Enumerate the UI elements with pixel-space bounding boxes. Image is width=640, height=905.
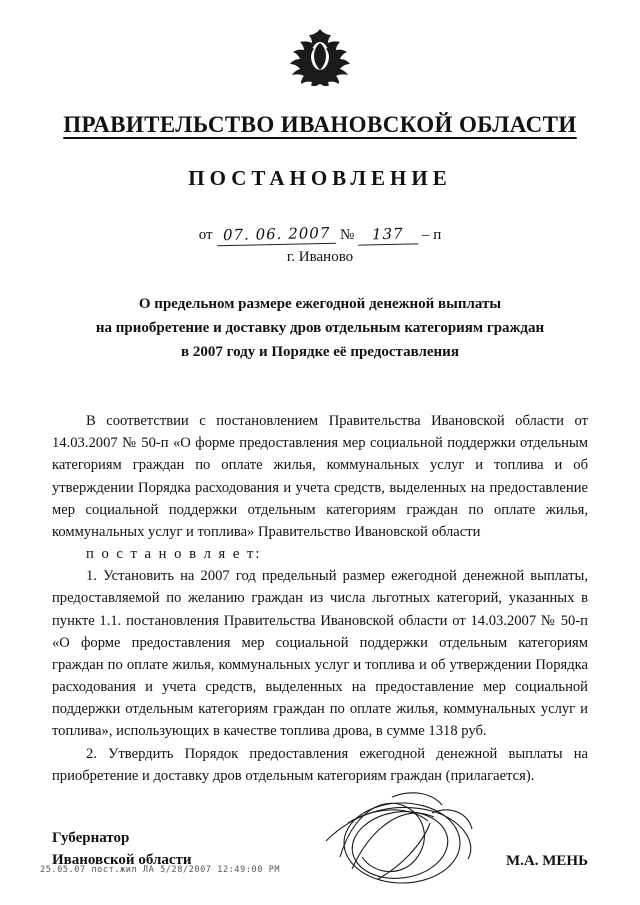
signer-title-line-1: Губернатор	[52, 829, 130, 846]
signer-title-line-2: Ивановской области	[52, 852, 192, 869]
government-title: ПРАВИТЕЛЬСТВО ИВАНОВСКОЙ ОБЛАСТИ	[63, 112, 577, 137]
footer-metadata: 25.05.07 пост.жил ЛА 5/28/2007 12:49:00 PM	[40, 865, 281, 875]
subject-line-1: О предельном размере ежегодной денежной выплаты	[138, 296, 502, 312]
date-number-line	[52, 225, 588, 245]
coat-of-arms-icon	[283, 26, 357, 86]
document-body	[52, 410, 588, 787]
emblem-container	[52, 0, 588, 90]
number-label: №	[340, 227, 355, 243]
number-suffix: – п	[421, 227, 442, 243]
signer-name: М.А. МЕНЬ	[506, 852, 588, 869]
city-label: г. Иваново	[286, 249, 354, 265]
number-value: 137	[358, 224, 418, 245]
date-label: от	[198, 227, 213, 243]
decrees-word: п о с т а н о в л я е т:	[86, 546, 262, 563]
subject-line-3: в 2007 году и Порядке её предоставления	[181, 344, 459, 360]
document-kind-heading: ПОСТАНОВЛЕНИЕ	[188, 166, 452, 190]
document-subject	[52, 292, 588, 364]
paragraph-item-2: 2. Утвердить Порядок предоставления ежегодной денежной выплаты на приобретение и доставку дров отдельным категориям граждан (прилагается).	[52, 745, 588, 784]
subject-line-2: на приобретение и доставку дров отдельным категориям граждан	[95, 320, 545, 336]
paragraph-item-1: 1. Установить на 2007 год предельный размер ежегодной денежной выплаты, предоставляемой по желанию граждан из числа льготных категорий, указанных в пункте 1.1. постановления Правительства Ивановской области от 14.03.2007 № 50-п «О форме предоставления мер социальной поддержки отдельным категориям граждан по оплате жилья, коммунальных услуг и топлива и об утверждении Порядка расходования и учета средств, выделенных на предоставление мер социальной поддержки отдельным категориям граждан по оплате жилья, коммунальных услуг и топлива», использующих в качестве топлива дрова, в сумме 1318 руб.	[52, 568, 588, 740]
date-value: 07. 06. 2007	[216, 224, 336, 246]
paragraph-preamble: В соответствии с постановлением Правительства Ивановской области от 14.03.2007 № 50-п «О форме предоставления мер социальной поддержки отдельным категориям граждан по оплате жилья, коммунальных услуг и топлива и об утверждении Порядка расходования и учета средств, выделенных на предоставление мер социальной поддержки отдельным категориям граждан по оплате жилья, коммунальных услуг и топлива» Правительство Ивановской области	[52, 413, 588, 540]
handwritten-signature	[282, 783, 522, 891]
